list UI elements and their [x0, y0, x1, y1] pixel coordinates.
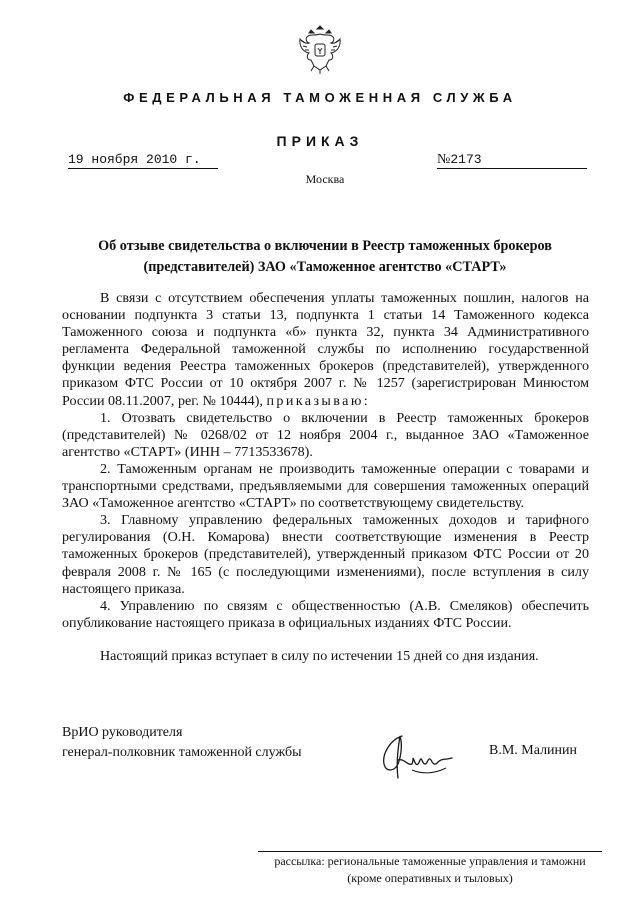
- item-3: 3. Главному управлению федеральных таможенных доходов и тарифного регулирования (О.Н. Комарова) внести соответствующие изменения в Реестр таможенных брокеров (представителей), утвержденный приказом ФТС России от 20 февраля 2008 г. № 165 (с последующими изменениями), после вступления в силу настоящего приказа.: [62, 512, 589, 597]
- double-headed-eagle-icon: [297, 22, 343, 76]
- number-prefix: №: [437, 152, 451, 167]
- city: Москва: [305, 172, 345, 186]
- title-line-1: Об отзыве свидетельства о включении в Реестр таможенных брокеров: [98, 238, 552, 254]
- item-4: 4. Управлению по связям с общественностью (А.В. Смеляков) обеспечить опубликование настоящего приказа в официальных изданиях ФТС России.: [62, 597, 589, 631]
- signatory-title-line-1: ВрИО руководителя: [62, 725, 183, 740]
- order-word: приказываю:: [266, 392, 371, 409]
- distribution-line-2: (кроме оперативных и тыловых): [347, 871, 513, 885]
- handwritten-signature-icon: [372, 730, 460, 786]
- signatory-title-line-2: генерал-полковник таможенной службы: [62, 745, 302, 760]
- agency-name: ФЕДЕРАЛЬНАЯ ТАМОЖЕННАЯ СЛУЖБА: [123, 90, 517, 105]
- item-2: 2. Таможенным органам не производить таможенные операции с товарами и транспортными средствами, предъявляемыми для совершения таможенных операций ЗАО «Таможенное агентство «СТАРТ» по соответствующему свидетельству.: [62, 460, 589, 512]
- item-1: 1. Отозвать свидетельство о включении в Реестр таможенных брокеров (представителей) № 0268/02 от 12 ноября 2004 г., выданное ЗАО «Таможенное агентство «СТАРТ» (ИНН – 7713533678).: [62, 409, 589, 460]
- order-title: [60, 236, 590, 278]
- title-line-2: (представителей) ЗАО «Таможенное агентство «СТАРТ»: [143, 259, 507, 275]
- effective-clause: Настоящий приказ вступает в силу по истечении 15 дней со дня издания.: [100, 647, 539, 664]
- order-date: 19 ноября 2010 г.: [68, 152, 218, 169]
- intro-paragraph: [62, 290, 589, 410]
- intro-text: В связи с отсутствием обеспечения уплаты таможенных пошлин, налогов на основании подпункта 3 статьи 13, подпункта 1 статьи 14 Таможенного кодекса Таможенного союза и подпункта «б» пункта 32, пункта 34 Административного регламента Федеральной таможенной службы по исполнению государственной функции ведения Реестра таможенных брокеров (представителей), утвержденного приказом ФТС России от 10 октября 2007 г. № 1257 (зарегистрирован Минюстом России 08.11.2007, рег. № 10444),: [62, 290, 589, 409]
- order-number: [437, 152, 587, 169]
- distribution-line-1: рассылка: региональные таможенные управления и таможни: [274, 854, 586, 868]
- number-value: 2173: [450, 152, 482, 167]
- distribution-divider: [258, 851, 602, 852]
- distribution-list: [258, 853, 602, 887]
- order-body: [62, 290, 589, 665]
- signatory-name: В.М. Малинин: [489, 743, 578, 758]
- signatory-title: [62, 723, 301, 763]
- document-type: ПРИКАЗ: [276, 133, 364, 149]
